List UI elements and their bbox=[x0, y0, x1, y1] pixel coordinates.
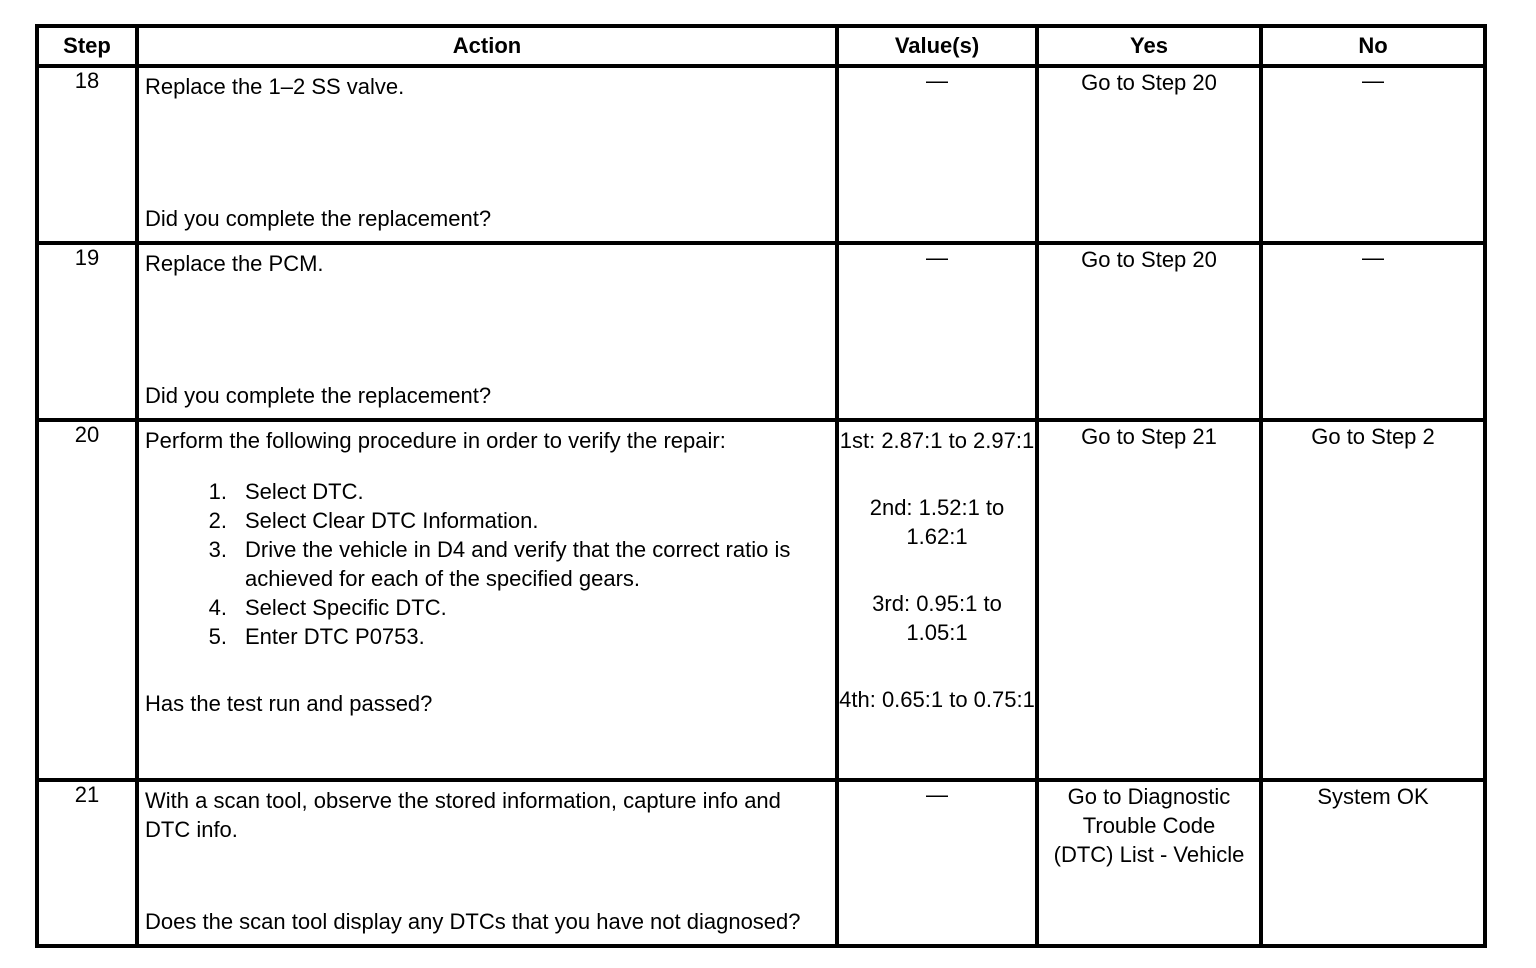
list-item bbox=[145, 477, 829, 506]
action-instruction: Perform the following procedure in order to verify the repair: bbox=[145, 428, 726, 453]
yes-text: Go to Step 20 bbox=[1081, 70, 1217, 95]
table-row bbox=[37, 780, 1485, 946]
action-cell bbox=[137, 243, 837, 420]
step-number: 20 bbox=[37, 420, 137, 780]
header-values: Value(s) bbox=[837, 26, 1037, 66]
action-instruction: Replace the PCM. bbox=[145, 251, 324, 276]
value-cell: — bbox=[837, 243, 1037, 420]
diagnostic-table bbox=[35, 24, 1487, 948]
action-question: Has the test run and passed? bbox=[145, 691, 433, 716]
list-item bbox=[145, 506, 829, 535]
value-cell: — bbox=[837, 66, 1037, 243]
list-item bbox=[145, 593, 829, 622]
yes-cell bbox=[1037, 66, 1261, 243]
list-number: 3. bbox=[208, 537, 227, 562]
value-cell: — bbox=[837, 780, 1037, 946]
list-number: 2. bbox=[208, 508, 227, 533]
list-text: Enter DTC P0753. bbox=[245, 624, 425, 649]
list-text: Select Specific DTC. bbox=[245, 595, 447, 620]
gear-ratio-value: 2nd: 1.52:1 to 1.62:1 bbox=[869, 495, 1005, 549]
list-item bbox=[145, 622, 829, 651]
yes-cell bbox=[1037, 420, 1261, 780]
action-question: Did you complete the replacement? bbox=[145, 206, 492, 231]
yes-cell bbox=[1037, 243, 1261, 420]
action-cell bbox=[137, 780, 837, 946]
no-text: System OK bbox=[1317, 784, 1429, 809]
procedure-list bbox=[145, 477, 829, 651]
no-cell bbox=[1261, 780, 1485, 946]
action-instruction: With a scan tool, observe the stored information, capture info and DTC info. bbox=[145, 788, 781, 842]
gear-ratio-value: 1st: 2.87:1 to 2.97:1 bbox=[839, 428, 1035, 453]
table-row bbox=[37, 243, 1485, 420]
list-number: 4. bbox=[208, 595, 227, 620]
header-row bbox=[37, 26, 1485, 66]
yes-cell bbox=[1037, 780, 1261, 946]
gear-ratio-value: 3rd: 0.95:1 to 1.05:1 bbox=[872, 591, 1002, 645]
yes-text: Go to Step 21 bbox=[1081, 424, 1217, 449]
no-text: Go to Step 2 bbox=[1311, 424, 1435, 449]
table-row bbox=[37, 420, 1485, 780]
list-text: Select Clear DTC Information. bbox=[245, 508, 539, 533]
no-cell: — bbox=[1261, 243, 1485, 420]
list-number: 1. bbox=[208, 479, 227, 504]
no-cell: — bbox=[1261, 66, 1485, 243]
action-cell bbox=[137, 420, 837, 780]
list-text: Drive the vehicle in D4 and verify that the correct ratio is achieved for each of the specified gears. bbox=[245, 537, 791, 591]
header-no: No bbox=[1261, 26, 1485, 66]
header-step: Step bbox=[37, 26, 137, 66]
no-cell bbox=[1261, 420, 1485, 780]
action-instruction: Replace the 1–2 SS valve. bbox=[145, 74, 405, 99]
header-yes: Yes bbox=[1037, 26, 1261, 66]
table-row bbox=[37, 66, 1485, 243]
step-number: 18 bbox=[37, 66, 137, 243]
action-cell bbox=[137, 66, 837, 243]
list-number: 5. bbox=[208, 624, 227, 649]
action-question: Does the scan tool display any DTCs that you have not diagnosed? bbox=[145, 909, 801, 934]
step-number: 19 bbox=[37, 243, 137, 420]
yes-text: Go to Diagnostic Trouble Code (DTC) List - Vehicle bbox=[1053, 784, 1245, 867]
action-question: Did you complete the replacement? bbox=[145, 383, 492, 408]
step-number: 21 bbox=[37, 780, 137, 946]
value-cell bbox=[837, 420, 1037, 780]
header-action: Action bbox=[137, 26, 837, 66]
gear-ratio-value: 4th: 0.65:1 to 0.75:1 bbox=[839, 687, 1035, 712]
list-item bbox=[145, 535, 829, 593]
yes-text: Go to Step 20 bbox=[1081, 247, 1217, 272]
list-text: Select DTC. bbox=[245, 479, 364, 504]
